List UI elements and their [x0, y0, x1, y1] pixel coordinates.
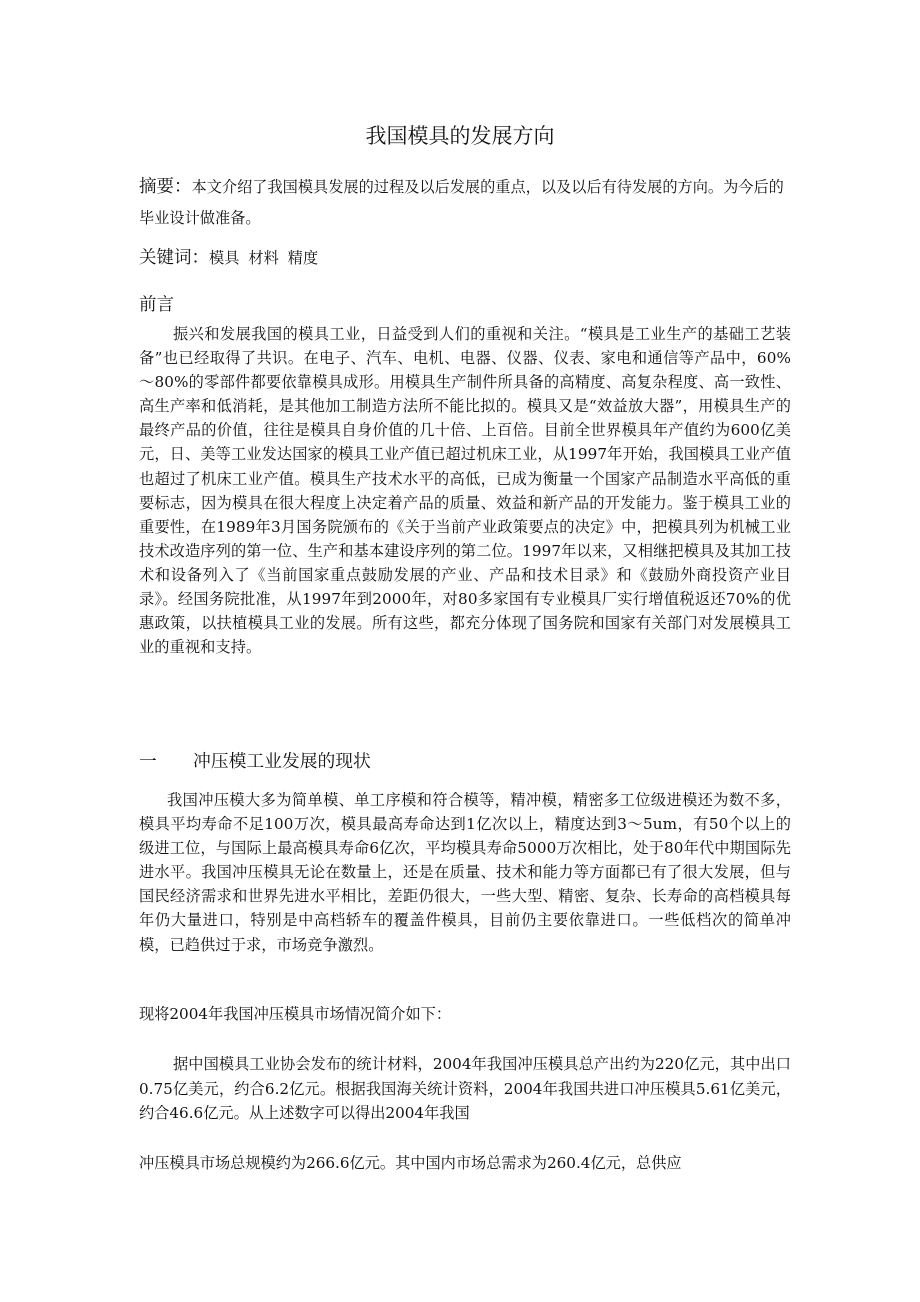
abstract [139, 172, 791, 234]
section-one-paragraph: 我国冲压模大多为简单模、单工序模和符合模等，精冲模，精密多工位级进模还为数不多，模具平均寿命不足100万次，模具最高寿命达到1亿次以上，精度达到3～5um，有50个以上的级进工位，与国际上最高模具寿命6亿次，平均模具寿命5000万次相比，处于80年代中期国际先进水平。我国冲压模具无论在数量上，还是在质量、技术和能力等方面都已有了很大发展，但与国民经济需求和世界先进水平相比，差距仍很大，一些大型、精密、复杂、长寿命的高档模具每年仍大量进口，特别是中高档轿车的覆盖件模具，目前仍主要依靠进口。一些低档次的简单冲模，已趋供过于求，市场竞争激烈。 [139, 791, 791, 954]
keyword-item: 材料 [248, 249, 279, 267]
abstract-label: 摘要： [139, 177, 192, 197]
section-number: 一 [139, 751, 157, 772]
market-paragraph: 据中国模具工业协会发布的统计材料，2004年我国冲压模具总产出约为220亿元，其中出口0.75亿美元，约合6.2亿元。根据我国海关统计资料，2004年我国共进口冲压模具5.61亿美元，约合46.6亿元。从上述数字可以得出2004年我国 [139, 1055, 791, 1122]
document-title: 我国模具的发展方向 [365, 124, 555, 148]
keywords-label: 关键词： [139, 248, 209, 268]
keyword-item: 模具 [209, 249, 240, 267]
section-heading-preface: 前言 [139, 295, 174, 315]
market-intro: 现将2004年我国冲压模具市场情况简介如下： [139, 1005, 452, 1023]
keyword-item: 精度 [287, 249, 319, 267]
preface-paragraph: 振兴和发展我国的模具工业，日益受到人们的重视和关注。“模具是工业生产的基础工艺装备”也已经取得了共识。在电子、汽车、电机、电器、仪器、仪表、家电和通信等产品中，60%～80%的零部件都要依靠模具成形。用模具生产制件所具备的高精度、高复杂程度、高一致性、高生产率和低消耗，是其他加工制造方法所不能比拟的。模具又是“效益放大器”，用模具生产的最终产品的价值，往往是模具自身价值的几十倍、上百倍。目前全世界模具年产值约为600亿美元，日、美等工业发达国家的模具工业产值已超过机床工业，从1997年开始，我国模具工业产值也超过了机床工业产值。模具生产技术水平的高低，已成为衡量一个国家产品制造水平高低的重要标志，因为模具在很大程度上决定着产品的质量、效益和新产品的开发能力。鉴于模具工业的重要性，在1989年3月国务院颁布的《关于当前产业政策要点的决定》中，把模具列为机械工业技术改造序列的第一位、生产和基本建设序列的第二位。1997年以来，又相继把模具及其加工技术和设备列入了《当前国家重点鼓励发展的产业、产品和技术目录》和《鼓励外商投资产业目录》。经国务院批准，从1997年到2000年，对80多家国有专业模具厂实行增值税返还70%的优惠政策，以扶植模具工业的发展。所有这些，都充分体现了国务院和国家有关部门对发展模具工业的重视和支持。 [139, 325, 791, 657]
section-title: 冲压模工业发展的现状 [193, 751, 371, 772]
keywords [139, 244, 791, 272]
abstract-text: 本文介绍了我国模具发展的过程及以后发展的重点，以及以后有待发展的方向。为今后的毕业设计做准备。 [139, 178, 784, 227]
market-paragraph-continuation: 冲压模具市场总规模约为266.6亿元。其中国内市场总需求为260.4亿元，总供应 [139, 1154, 682, 1172]
section-heading-one [139, 749, 371, 775]
